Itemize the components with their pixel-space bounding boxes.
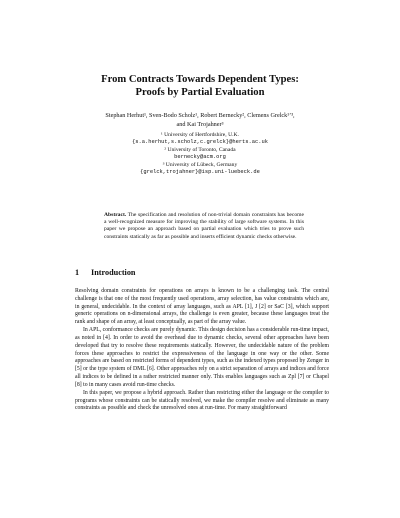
- title-line-1: From Contracts Towards Dependent Types:: [101, 74, 299, 85]
- paragraph-3: In this paper, we propose a hybrid approach. Rather than restricting either the language or the compiler to programs whose constraints can be statically resolved, we make the compiler resolve and eliminate as many constraints as possible and check the unresolved ones at run-time. For many straightforward: [75, 389, 329, 412]
- affiliation-3: [60, 162, 340, 177]
- section-number: 1: [75, 268, 80, 277]
- affiliation-email: bernecky@acm.org: [174, 154, 226, 161]
- affiliation-name: ² University of Toronto, Canada: [164, 146, 236, 153]
- affiliation-email: {s.a.herhut,s.scholz,c.grelck}@herts.ac.uk: [132, 139, 268, 146]
- abstract-text: The specification and resolution of non-trivial domain constraints has become a well-recognized measure for improving the stability of large software systems. In this paper we propose an approach based on partial evaluation which tries to prove such constraints statically as far as possible and inserts efficient dynamic checks otherwise.: [104, 212, 304, 240]
- paragraph-1: Resolving domain constraints for operations on arrays is known to be a challenging task. The central challenge is that one of the most frequently used operations, array selection, has value constraints which are, in general, undecidable. In the context of array languages, such as APL [1], J [2] or SaC [3], which support generic operations on n-dimensional arrays, the challenge is even greater, because these languages treat the rank and shape of an array, at least conceptually, as part of the array value.: [75, 288, 329, 325]
- author-list: [20, 111, 380, 129]
- affiliation-name: ³ University of Lübeck, Germany: [162, 161, 238, 168]
- paragraph-2: In APL, conformance checks are purely dynamic. This design decision has a considerable run-time impact, as noted in [4]. In order to avoid the overhead due to dynamic checks, several other approaches have been developed that try to resolve these requirements statically. However, the undecidable nature of the problem forces these approaches to restrict the expressiveness of the language in one way or the other. Some approaches are based on restricted forms of dependent types, such as the indexed types proposed by Zenger in [5] or the type system of DML [6]. Other approaches rely on a strict separation of arrays and indices and force all indices to be defined in a rather restricted manner only. This enables languages such as Zpl [7] or Chapel [8] to in many cases avoid run-time checks.: [75, 327, 329, 388]
- paper-title: [0, 73, 400, 99]
- affiliation-2: [60, 147, 340, 162]
- affiliations: [60, 132, 340, 176]
- authors-line-1: Stephan Herhut¹, Sven-Bodo Scholz¹, Robert Bernecky², Clemens Grelck¹ʼ³,: [105, 112, 295, 119]
- abstract: [104, 212, 304, 241]
- title-line-2: Proofs by Partial Evaluation: [135, 87, 265, 98]
- section-title: Introduction: [91, 268, 136, 277]
- authors-line-2: and Kai Trojahner³: [176, 121, 224, 128]
- section-heading: [75, 268, 135, 278]
- abstract-label: Abstract.: [104, 212, 127, 218]
- affiliation-1: [60, 132, 340, 147]
- body-text: [75, 288, 329, 413]
- affiliation-name: ¹ University of Hertfordshire, U.K.: [161, 132, 239, 138]
- affiliation-email: {grelck,trojahner}@isp.uni-luebeck.de: [140, 169, 260, 176]
